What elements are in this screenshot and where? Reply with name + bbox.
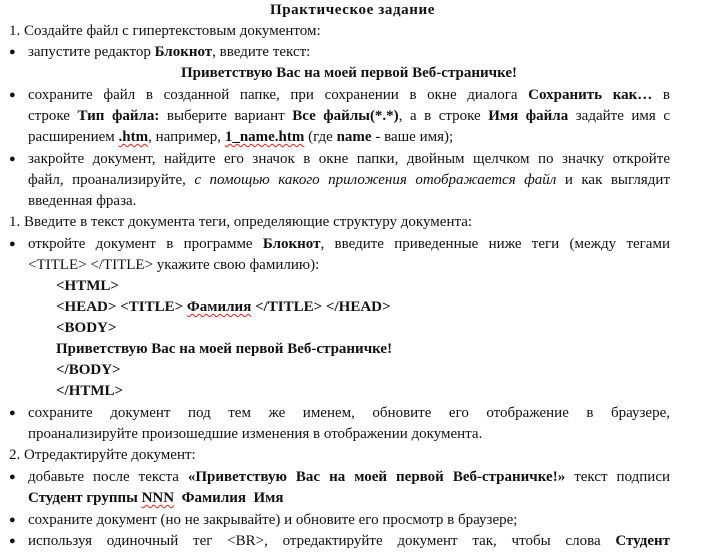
s3-item-1-line-1: добавьте после текста «Приветствую Вас на моей первой Веб-страничке!» текст подписи: [28, 469, 671, 485]
s1-item-2-line-1: сохраните файл в созданной папке, при сохранении в окне диалога Сохранить как… в: [28, 87, 670, 103]
code-body-close: </BODY>: [56, 362, 121, 378]
section-3-heading: 2. Отредактируйте документ:: [9, 447, 196, 463]
bullet-icon: ●: [9, 46, 16, 58]
code-html-open: <HTML>: [56, 278, 119, 294]
page-title: Практическое задание: [269, 2, 436, 18]
s2-item-2-line-2: проанализируйте произошедшие изменения в отображении документа.: [28, 426, 483, 442]
greeting-text: Приветствую Вас на моей первой Веб-страничке!: [180, 65, 518, 81]
code-html-close: </HTML>: [56, 383, 124, 399]
s2-item-2-line-1: сохраните документ под тем же именем, обновите его отображение в браузере,: [28, 405, 670, 421]
code-greeting: Приветствую Вас на моей первой Веб-страничке!: [56, 341, 393, 357]
bullet-icon: ●: [9, 153, 16, 165]
bullet-icon: ●: [9, 407, 16, 419]
code-body-open: <BODY>: [56, 320, 117, 336]
bullet-icon: ●: [9, 89, 16, 101]
s3-item-3-line-1: используя одиночный тег <BR>, отредактируйте документ так, чтобы слова Студент: [28, 533, 670, 549]
s2-item-1-line-1: откройте документ в программе Блокнот, введите приведенные ниже теги (между тегами: [28, 236, 670, 252]
bullet-icon: ●: [9, 535, 16, 547]
s1-item-2-line-3: расширением .htm, например, 1_name.htm (где name - ваше имя);: [28, 129, 454, 145]
s3-item-1-line-2: Студент группы NNN Фамилия Имя: [28, 490, 284, 506]
s1-item-3-line-2: файл, проанализируйте, с помощью какого приложения отображается файл и как выглядит: [28, 172, 670, 188]
code-head-line: <HEAD> <TITLE> Фамилия </TITLE> </HEAD>: [56, 299, 391, 315]
s1-item-3-line-3: введенная фраза.: [28, 193, 137, 209]
bullet-icon: ●: [9, 514, 16, 526]
s3-item-2: сохраните документ (но не закрывайте) и обновите его просмотр в браузере;: [28, 512, 518, 528]
s1-item-1: запустите редактор Блокнот, введите текст:: [28, 44, 311, 60]
bullet-icon: ●: [9, 471, 16, 483]
s1-item-3-line-1: закройте документ, найдите его значок в окне папки, двойным щелчком по значку откройте: [28, 151, 670, 167]
s2-item-1-line-2: <TITLE> </TITLE> укажите свою фамилию):: [28, 257, 320, 273]
s1-item-2-line-2: строке Тип файла: выберите вариант Все файлы(*.*), а в строке Имя файла задайте имя с: [28, 108, 670, 124]
section-2-heading: 1. Введите в текст документа теги, определяющие структуру документа:: [9, 214, 473, 230]
bullet-icon: ●: [9, 238, 16, 250]
section-1-heading: 1. Создайте файл с гипертекстовым документом:: [9, 23, 321, 39]
